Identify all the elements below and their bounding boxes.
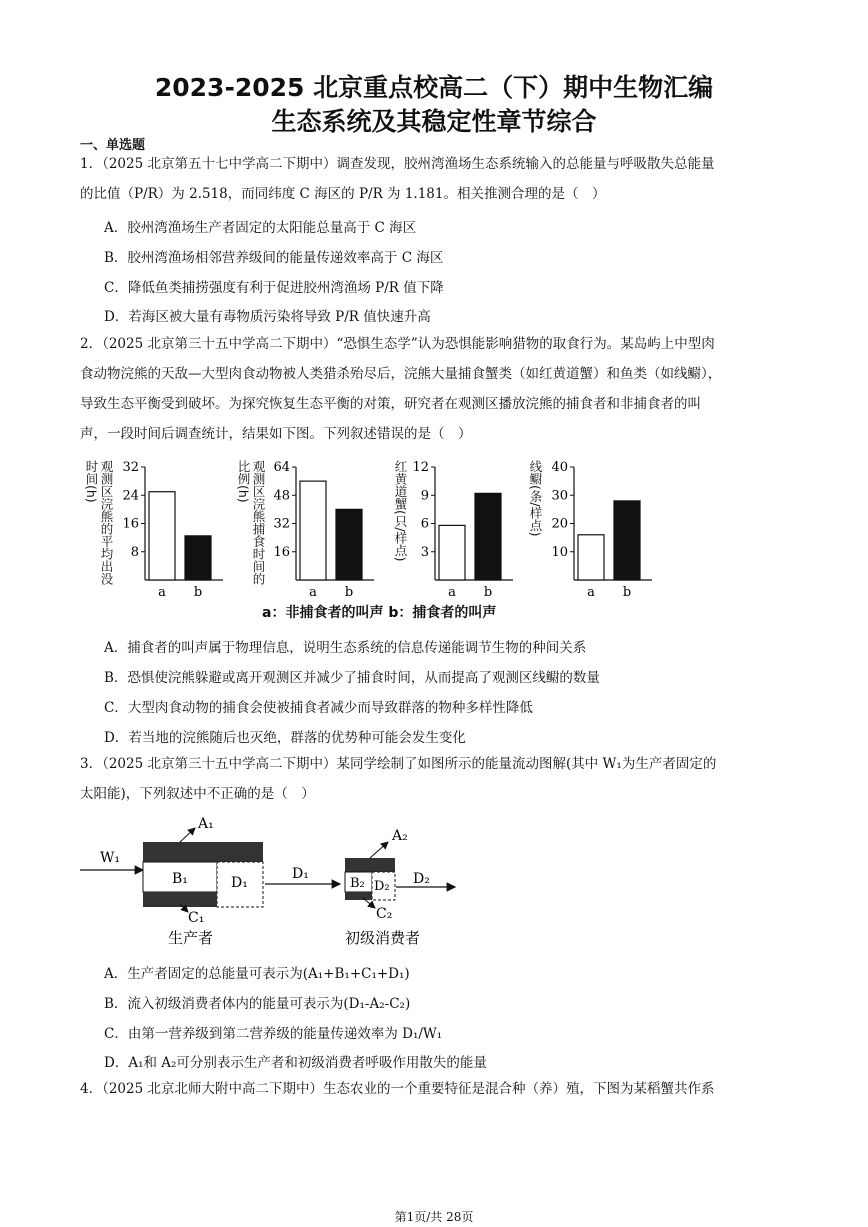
section-heading: 一、单选题 [80,138,146,153]
q2-option-d: D．若当地的浣熊随后也灭绝，群落的优势种可能会发生变化 [104,730,466,746]
y-tick-label: 9 [420,488,429,504]
page-footer: 第1页/共 28页 [394,1210,474,1224]
a2-label: A₂ [392,828,408,844]
q2-stem-2: 食动物浣熊的天敌—大型肉食动物被人类猎杀殆尽后，浣熊大量捕食蟹类（如红黄道蟹）和鱼类（如线鳚）， [80,366,722,382]
x-tick-label: b [622,585,632,600]
x-tick-label: b [193,585,203,600]
c1-bar [143,892,217,907]
bar-b [185,536,211,580]
y-tick-label: 32 [122,460,139,475]
bar-b [336,509,362,580]
q3-option-a: A．生产者固定的总能量可表示为(A₁+B₁+C₁+D₁) [104,966,410,982]
q1-option-a: A．胶州湾渔场生产者固定的太阳能总量高于 C 海区 [104,220,417,236]
bar-a [439,525,465,580]
a1-label: A₁ [198,816,214,832]
x-tick-label: a [448,585,456,600]
q1-option-c: C．降低鱼类捕捞强度有利于促进胶州湾渔场 P/R 值下降 [104,280,444,296]
q4-stem-1: 4．（2025 北京北师大附中高二下期中）生态农业的一个重要特征是混合种（养）殖，下图为某稻蟹共作系 [80,1081,715,1097]
bar-b [475,493,501,580]
c1-label: C₁ [188,910,205,926]
y-tick-label: 8 [130,544,139,560]
bar-a [578,535,604,580]
y-tick-label: 20 [551,516,568,532]
bar-chart-4 [544,455,659,600]
y-tick-label: 64 [273,460,290,475]
a1-arrow [180,828,195,842]
bar-chart-1 [115,455,230,600]
d2-arrow-label: D₂ [413,871,430,887]
a1-bar [143,842,263,862]
bar-chart-3 [405,455,520,600]
y-tick-label: 48 [273,488,290,504]
y-axis-label: 观测区浣熊捕食时间的比例(h) [236,460,266,585]
a2-arrow [370,842,388,858]
q1-stem-1: 1．（2025 北京第五十七中学高二下期中）调查发现，胶州湾渔场生态系统输入的总能量与呼吸散失总能量 [80,156,715,172]
consumer-label: 初级消费者 [345,929,421,947]
energy-flow-diagram [70,812,490,952]
w1-label: W₁ [100,850,121,866]
q2-option-c: C．大型肉食动物的捕食会使被捕食者减少而导致群落的物种多样性降低 [104,700,533,716]
b1-label: B₁ [172,871,188,887]
bar-a [300,481,326,580]
x-tick-label: b [483,585,493,600]
q3-stem-2: 太阳能)，下列叙述中不正确的是（ ） [80,786,315,802]
x-tick-label: a [158,585,166,600]
q2-stem-1: 2．（2025 北京第三十五中学高二下期中）“恐惧生态学”认为恐惧能影响猎物的取食行为。某岛屿上中型肉 [80,336,715,352]
x-tick-label: a [309,585,317,600]
y-axis-label: 观测区浣熊的平均出没时间(h) [84,460,114,585]
x-tick-label: a [587,585,595,600]
q2-option-a: A．捕食者的叫声属于物理信息，说明生态系统的信息传递能调节生物的种间关系 [104,640,587,656]
q2-stem-4: 声，一段时间后调查统计，结果如下图。下列叙述错误的是（ ） [80,426,472,442]
q3-option-b: B．流入初级消费者体内的能量可表示为(D₁-A₂-C₂) [104,996,411,1012]
c2-label: C₂ [376,906,393,922]
y-tick-label: 12 [412,460,429,475]
chart-legend: a：非捕食者的叫声 b：捕食者的叫声 [262,605,497,621]
bar-a [149,492,175,580]
doc-subtitle: 生态系统及其稳定性章节综合 [271,107,597,136]
y-axis-label: 线鳚(条/样点) [528,460,543,537]
y-tick-label: 10 [551,544,568,560]
x-tick-label: b [344,585,354,600]
d2-label: D₂ [374,879,390,894]
bar-chart-2 [266,455,381,600]
y-tick-label: 40 [551,460,568,475]
a2-bar [345,858,395,872]
q1-stem-2: 的比值（P/R）为 2.518，而同纬度 C 海区的 P/R 为 1.181。相关推测合理的是（ ） [80,186,606,202]
d1-label: D₁ [231,875,248,891]
d1-arrow-label: D₁ [292,866,309,882]
y-tick-label: 16 [273,544,290,560]
producer-label: 生产者 [168,929,214,947]
y-tick-label: 16 [122,516,139,532]
c2-bar [345,892,372,900]
doc-title: 2023-2025 北京重点校高二（下）期中生物汇编 [154,73,714,102]
q3-option-d: D．A₁和 A₂可分别表示生产者和初级消费者呼吸作用散失的能量 [104,1055,487,1071]
q1-option-b: B．胶州湾渔场相邻营养级间的能量传递效率高于 C 海区 [104,250,444,266]
q1-option-d: D．若海区被大量有毒物质污染将导致 P/R 值快速升高 [104,309,431,325]
q3-option-c: C．由第一营养级到第二营养级的能量传递效率为 D₁/W₁ [104,1026,443,1042]
y-tick-label: 30 [551,488,568,504]
q2-stem-3: 导致生态平衡受到破坏。为探究恢复生态平衡的对策，研究者在观测区播放浣熊的捕食者和非捕食者的叫 [80,396,701,412]
q2-option-b: B．恐惧使浣熊躲避或离开观测区并减少了捕食时间，从而提高了观测区线鳚的数量 [104,670,600,686]
y-tick-label: 3 [420,544,429,560]
y-axis-label: 红黄道蟹(只/样点) [393,460,408,562]
y-tick-label: 32 [273,516,290,532]
y-tick-label: 24 [122,488,139,504]
bar-b [614,501,640,580]
b2-label: B₂ [350,876,365,891]
q3-stem-1: 3．（2025 北京第三十五中学高二下期中）某同学绘制了如图所示的能量流动图解(其中 W₁为生产者固定的 [80,756,717,772]
y-tick-label: 6 [420,516,429,532]
